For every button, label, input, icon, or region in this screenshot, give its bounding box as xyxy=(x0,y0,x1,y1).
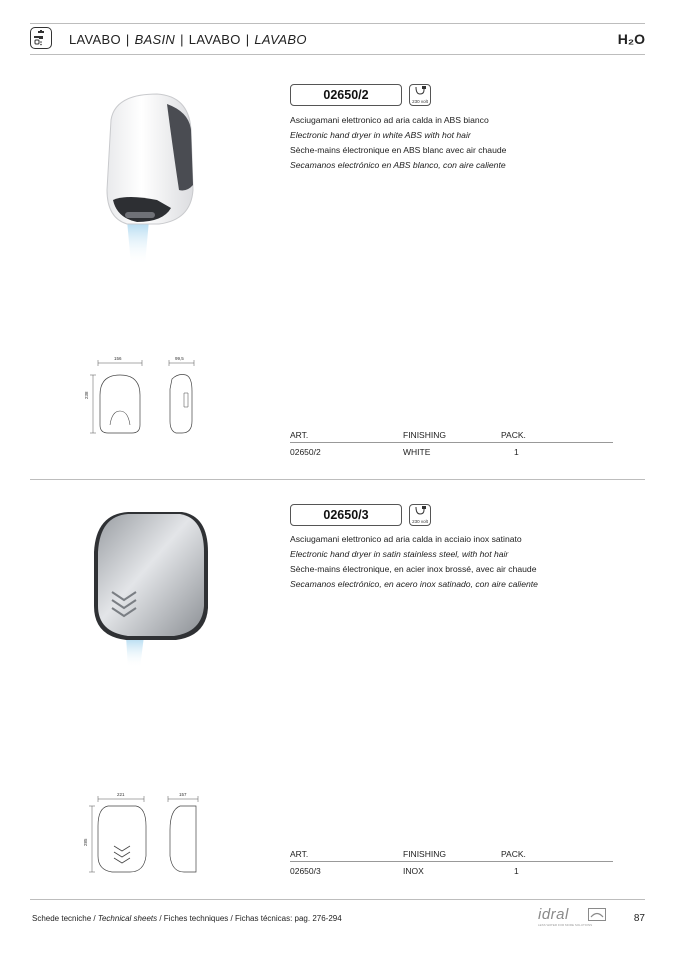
header-art: ART. xyxy=(290,430,309,440)
table-header xyxy=(290,430,613,442)
dimension-depth: 157 xyxy=(179,792,187,797)
product-description xyxy=(290,532,538,592)
section-divider xyxy=(30,479,645,480)
plug-icon xyxy=(410,85,430,99)
header-bottom-rule xyxy=(30,54,645,55)
description-fr: Sèche-mains électronique, en acier inox brossé, avec air chaude xyxy=(290,564,537,574)
h2o-badge: H₂O xyxy=(617,31,645,47)
technical-drawing xyxy=(82,355,212,440)
cell-finishing: WHITE xyxy=(403,447,431,457)
product-image-white-dryer xyxy=(97,90,207,265)
table-rule xyxy=(290,861,613,862)
footer-text-en: Technical sheets xyxy=(97,914,158,923)
table-rule xyxy=(290,442,613,443)
description-en: Electronic hand dryer in white ABS with hot hair xyxy=(290,130,471,140)
header-pack: PACK. xyxy=(501,430,526,440)
page-title xyxy=(69,32,307,47)
dimension-width: 156 xyxy=(114,356,122,361)
header-pack: PACK. xyxy=(501,849,526,859)
description-it: Asciugamani elettronico ad aria calda in acciaio inox satinato xyxy=(290,534,522,544)
description-it: Asciugamani elettronico ad aria calda in ABS bianco xyxy=(290,115,489,125)
idral-logo xyxy=(538,906,608,928)
footer-reference xyxy=(32,914,342,923)
description-es: Secamanos electrónico, en acero inox satinado, con aire caliente xyxy=(290,579,538,589)
title-separator: | xyxy=(125,32,130,47)
title-separator: | xyxy=(245,32,250,47)
description-es: Secamanos electrónico en ABS blanco, con aire caliente xyxy=(290,160,506,170)
faucet-icon xyxy=(30,27,52,49)
header-finishing: FINISHING xyxy=(403,430,446,440)
product-code-box: 02650/2 xyxy=(290,84,402,106)
plug-icon xyxy=(410,505,430,519)
product-image-inox-dryer xyxy=(88,508,213,668)
footer-text-it: Schede tecniche / xyxy=(32,914,98,923)
page-number: 87 xyxy=(633,913,645,924)
title-it: LAVABO xyxy=(69,32,121,47)
footer-rule xyxy=(30,899,645,900)
cell-pack: 1 xyxy=(514,866,519,876)
title-separator: | xyxy=(180,32,184,47)
dimension-height: 285 xyxy=(83,838,88,846)
voltage-label: 230 volt xyxy=(412,99,428,104)
logo-mark-icon xyxy=(588,908,606,921)
dimension-width: 221 xyxy=(117,792,125,797)
dimension-height: 238 xyxy=(84,391,89,399)
header-top-rule xyxy=(30,23,645,24)
header-art: ART. xyxy=(290,849,309,859)
cell-art: 02650/3 xyxy=(290,866,321,876)
title-fr: LAVABO xyxy=(188,32,241,47)
table-header xyxy=(290,849,613,861)
dimension-depth: 99,5 xyxy=(175,356,184,361)
description-fr: Sèche-mains électronique en ABS blanc avec air chaude xyxy=(290,145,507,155)
title-es: LAVABO xyxy=(254,32,307,47)
description-en: Electronic hand dryer in satin stainless steel, with hot hair xyxy=(290,549,509,559)
cell-art: 02650/2 xyxy=(290,447,321,457)
voltage-label: 230 volt xyxy=(412,519,428,524)
logo-word: idral xyxy=(538,906,569,923)
cell-finishing: INOX xyxy=(403,866,424,876)
product-code-box: 02650/3 xyxy=(290,504,402,526)
title-en: BASIN xyxy=(134,32,176,47)
footer-text-rest: / Fiches techniques / Fichas técnicas: pag. 276-294 xyxy=(157,914,342,923)
voltage-badge xyxy=(409,84,431,106)
cell-pack: 1 xyxy=(514,447,519,457)
product-description xyxy=(290,113,506,173)
voltage-badge xyxy=(409,504,431,526)
header-finishing: FINISHING xyxy=(403,849,446,859)
logo-tagline: LESS WATER FOR MORE SOLUTIONS xyxy=(538,923,593,927)
technical-drawing xyxy=(80,790,215,875)
